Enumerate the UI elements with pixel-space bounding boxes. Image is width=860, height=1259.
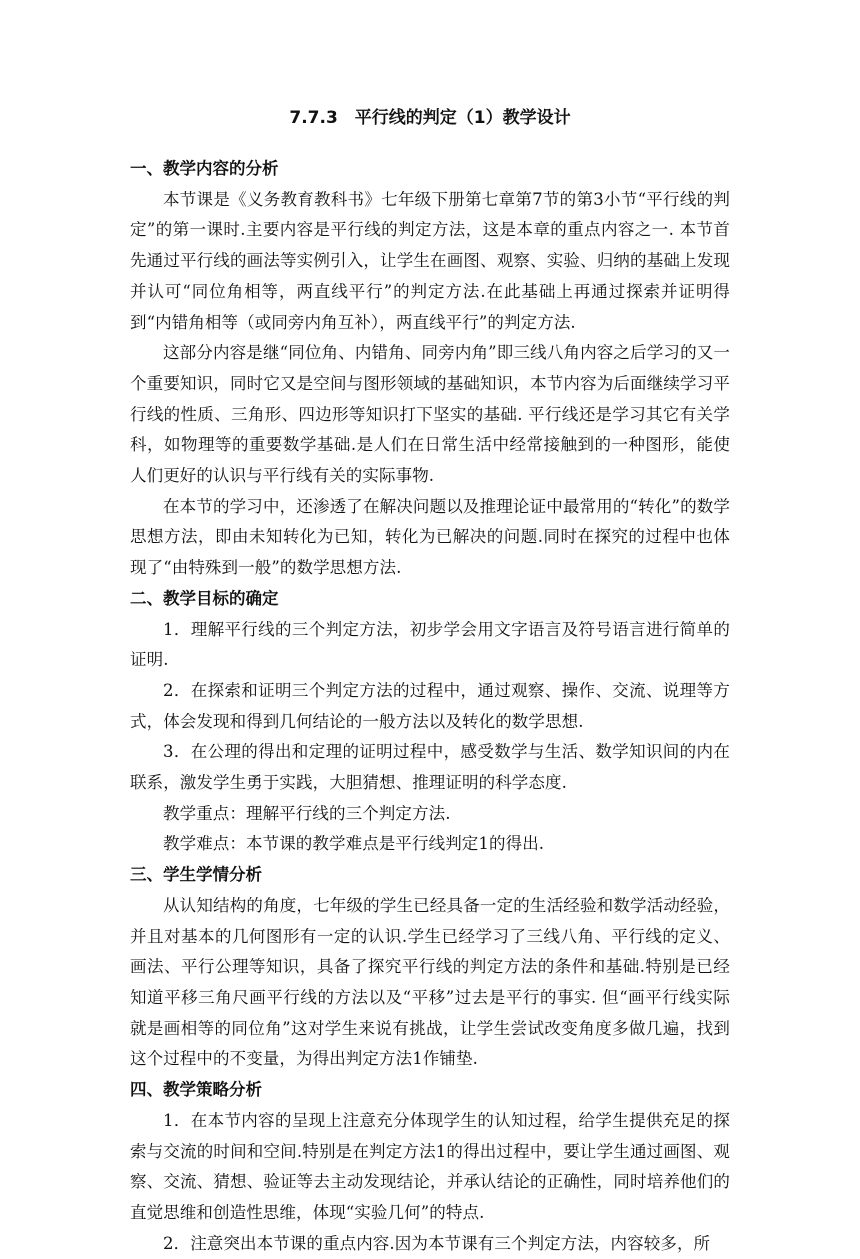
section-heading-teaching-objectives: 二、教学目标的确定: [130, 588, 279, 608]
paragraph: 3．在公理的得出和定理的证明过程中，感受数学与生活、数学知识间的内在联系，激发学生勇于实践，大胆猜想、推理证明的科学态度.: [130, 742, 730, 793]
paragraph: 在本节的学习中，还渗透了在解决问题以及推理论证中最常用的“转化”的数学思想方法，即由未知转化为已知，转化为已解决的问题.同时在探究的过程中也体现了“由特殊到一般”的数学思想方法.: [130, 496, 730, 578]
paragraph: 本节课是《义务教育教科书》七年级下册第七章第7节的第3小节“平行线的判定”的第一课时.主要内容是平行线的判定方法，这是本章的重点内容之一. 本节首先通过平行线的画法等实例引入，让学生在画图、观察、实验、归纳的基础上发现并认可“同位角相等，两直线平行”的判定方法.在此基础上再通过探索并证明得到“内错角相等（或同旁内角互补），两直线平行”的判定方法.: [130, 189, 730, 332]
teaching-key-point: 教学重点：理解平行线的三个判定方法.: [163, 803, 451, 823]
document-title: 7.7.3 平行线的判定（1）教学设计: [289, 108, 571, 128]
paragraph: 1．在本节内容的呈现上注意充分体现学生的认知过程，给学生提供充足的探索与交流的时间和空间.特别是在判定方法1的得出过程中，要让学生通过画图、观察、交流、猜想、验证等去主动发现结论，并承认结论的正确性，同时培养他们的直觉思维和创造性思维，体现“实验几何”的特点.: [130, 1110, 730, 1222]
document-body: [130, 154, 730, 1259]
teaching-difficulty: 教学难点：本节课的教学难点是平行线判定1的得出.: [163, 834, 545, 854]
section-heading-teaching-strategy: 四、教学策略分析: [130, 1080, 262, 1100]
paragraph: 2．在探索和证明三个判定方法的过程中，通过观察、操作、交流、说理等方式，体会发现和得到几何结论的一般方法以及转化的数学思想.: [130, 680, 730, 731]
section-heading-student-analysis: 三、学生学情分析: [130, 865, 262, 885]
paragraph: 这部分内容是继“同位角、内错角、同旁内角”即三线八角内容之后学习的又一个重要知识，同时它又是空间与图形领域的基础知识，本节内容为后面继续学习平行线的性质、三角形、四边形等知识打下坚实的基础. 平行线还是学习其它有关学科，如物理等的重要数学基础.是人们在日常生活中经常接触到的一种图形，能使人们更好的认识与平行线有关的实际事物.: [130, 343, 730, 486]
paragraph: 1．理解平行线的三个判定方法，初步学会用文字语言及符号语言进行简单的证明.: [130, 619, 730, 670]
paragraph: 2．注意突出本节课的重点内容.因为本节课有三个判定方法，内容较多，所: [163, 1233, 711, 1253]
paragraph: 从认知结构的角度，七年级的学生已经具备一定的生活经验和数学活动经验，并且对基本的几何图形有一定的认识.学生已经学习了三线八角、平行线的定义、画法、平行公理等知识，具备了探究平行线的判定方法的条件和基础.特别是已经知道平移三角尺画平行线的方法以及“平移”过去是平行的事实. 但“画平行线实际就是画相等的同位角”这对学生来说有挑战，让学生尝试改变角度多做几遍，找到这个过程中的不变量，为得出判定方法1作铺垫.: [130, 895, 730, 1069]
section-heading-content-analysis: 一、教学内容的分析: [130, 159, 279, 178]
